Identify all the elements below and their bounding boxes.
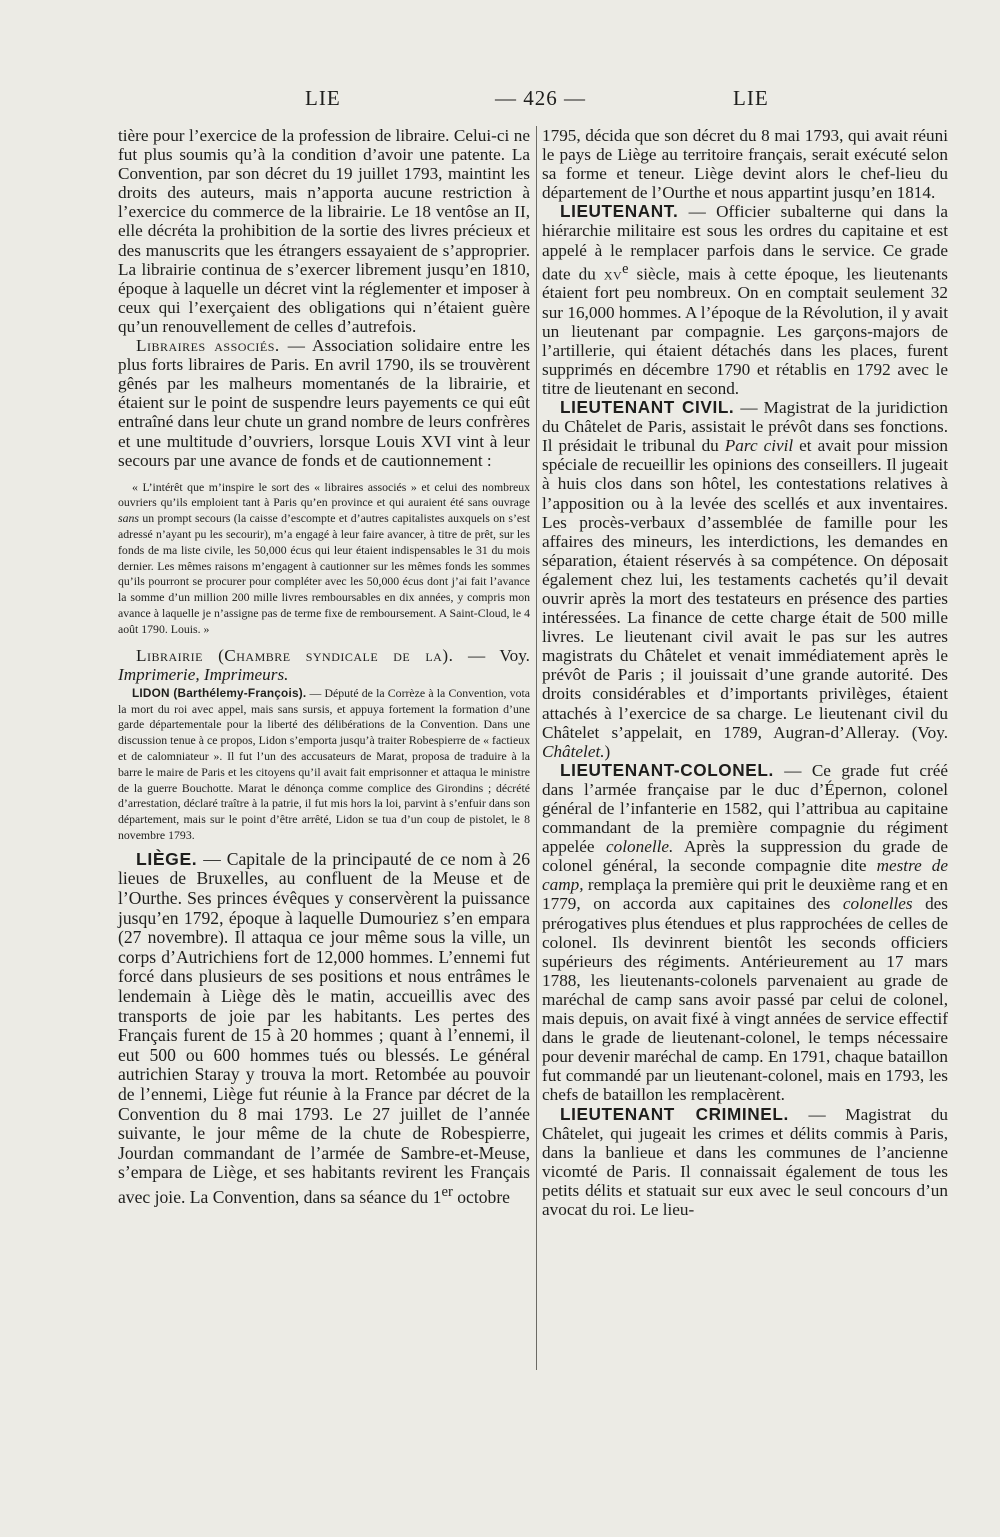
entry-term: LIÈGE. — [136, 848, 198, 869]
entry-liege — [118, 850, 530, 1208]
running-header — [0, 86, 1000, 116]
entry-lieutenant-civil — [542, 398, 948, 761]
entry-text-c: remplaça la première qui prit le deuxième rang et en 1779, on accorda aux capitaines des — [542, 875, 948, 914]
quote-text-a: « L’intérêt que m’inspire le sort des « libraires associés » et celui des nombreux ouvriers qu’ils emploient tant à Paris qu’en province et qui auraient été sans ouvrage — [118, 479, 530, 510]
superscript-e: e — [622, 260, 629, 277]
entry-term: Libraires associés. — [136, 336, 280, 356]
page-number: — 426 — — [495, 86, 586, 110]
entry-term: LIEUTENANT CIVIL. — [560, 397, 735, 418]
entry-lieutenant — [542, 202, 948, 398]
column-divider — [536, 126, 537, 1370]
entry-text: — Député de la Corrèze à la Convention, vota la mort du roi avec appel, mais sans sursis, et appuya fortement la formation d’une garde départementale pour la liberté des délibérations de la Convention. Dans une discussion tenue à ce propos, Lidon s’emporta jusqu’à traiter Robespierre de « factieux et de calomniateur ». Il fut l’un des accusateurs de Marat, proposa de traduire à la barre le maire de Paris et les citoyens qu’il avait fait emprisonner et attaqua le ministre de la guerre Bouchotte. Marat le dénonça comme complice des Girondins ; décrété d’arrestation, déclaré traître à la patrie, il fut mis hors la loi, parvint à s’enfuir dans son département, mais sur le point d’être arrêté, Lidon se tua d’un coup de pistolet, le 8 novembre 1793. — [118, 685, 530, 843]
entry-term: LIEUTENANT CRIMINEL. — [560, 1103, 789, 1124]
emphasis-parc-civil: Parc civil — [724, 436, 794, 456]
entry-lieutenant-criminel — [542, 1105, 948, 1220]
entry-text: — Magistrat du Châtelet, qui jugeait les crimes et délits commis à Paris, dans la banlieue et dans les communes de l’ancienne vicomté de Paris. Il connaissait également de tous les petits délits et statuait sur eux avec le seul concours d’un avocat du roi. Le lieu- — [542, 1104, 949, 1219]
right-column — [542, 126, 948, 1219]
entry-term: LIEUTENANT. — [560, 201, 679, 222]
entry-text: — Capitale de la principauté de ce nom à 26 lieues de Bruxelles, au confluent de la Meuse et de l’Ourthe. Ses princes évêques y conservèrent la puissance jusqu’en 1792, époque à laquelle Dumouriez s’en empara (27 novembre). Il attaqua ce jour même sous la ville, un corps d’Autrichiens fort de 12,000 hommes. L’ennemi fut forcé dans plusieurs de ses positions et nous entrâmes le lendemain à Liège dès le matin, accueillis avec des transports de joie par les habitants. Les pertes des Français furent de 15 à 20 hommes ; quant à l’ennemi, il eut 500 ou 600 hommes tués ou blessés. Le général autrichien Staray y trouva la mort. Retombée au pouvoir de l’ennemi, Liège fut réunie à la France par décret de la Convention du 8 mai 1793. Le 27 juillet de l’année suivante, le jour même de la chute de Robespierre, Jourdan commandant de l’armée de Sambre-et-Meuse, s’empara de Liège, et ses habitants revirent les Français avec joie. La Convention, dans sa séance du 1 — [118, 848, 530, 1207]
cross-reference: Imprimerie, Imprimeurs. — [118, 664, 289, 684]
header-right-word: LIE — [733, 86, 769, 110]
entry-text-b: Après la suppression du grade de colonel général, la seconde compagnie dite — [542, 837, 948, 876]
liege-continuation: 1795, décida que son décret du 8 mai 1793, qui avait réuni le pays de Liège au territoire français, serait exécuté selon sa forme et teneur. Liège devint alors le chef-lieu du département de l’Ourthe et nous appartint jusqu’en 1814. — [542, 126, 948, 203]
entry-term: LIEUTENANT-COLONEL. — [560, 759, 774, 780]
entry-chambre-syndicale — [118, 646, 530, 684]
entry-text-d: des prérogatives plus étendues et plus rapprochées de celles de colonel. Ils devinrent bientôt les seconds officiers supérieurs des régiments. Antérieurement au 17 mars 1788, les lieutenants-colonels parvenaient au grade de maréchal de camp sans avoir passé par celui de colonel, mais depuis, on avait fixé à vingt années de service effectif dans le grade de lieutenant-colonel, le temps nécessaire pour devenir maréchal de camp. En 1791, chaque bataillon fut commandé par un lieutenant-colonel, mais en 1793, les chefs de bataillon les remplacèrent. — [542, 894, 948, 1105]
royal-letter-quote — [118, 480, 530, 638]
entry-text-end: ) — [604, 741, 611, 761]
entry-text-b: siècle, mais à cette époque, les lieutenants étaient fort peu nombreux. On en comptait seulement 32 sur 16,000 hommes. A l’époque de la Révolution, il y avait un lieutenant par compagnie. Les garçons-majors de l’artillerie, qui étaient détachés dans les places, furent supprimés en décembre 1790 et rétablis en 1792 avec le titre de lieutenant en second. — [542, 264, 948, 398]
entry-text-end: octobre — [452, 1186, 510, 1207]
cross-reference: Châtelet. — [542, 741, 605, 761]
entry-term: Librairie (Chambre syndicale de la). — [136, 645, 454, 665]
emphasis-colonelles: colonelles — [842, 894, 913, 914]
entry-text: — Association solidaire entre les plus forts libraires de Paris. En avril 1790, ils se trouvèrent gênés par les malheurs momentanés de la librairie, et étaient sur le point de suspendre leurs payements ce qui eût entraîné dans leur chute un grand nombre de leurs confrères et une multitude d’ouvriers, lorsque Louis XVI vint à leur secours par une avance de fonds et de cautionnement : — [118, 336, 530, 470]
quote-text-b: un prompt secours (la caisse d’escompte et d’autres capitalistes auxquels on s’est adressé n’ayant pu les secourir), m’a engagé à leur faire avancer, à titre de prêt, sur les fonds de ma liste civile, les 50,000 écus qui leur étaient indispensables le 31 du mois dernier. Les mêmes raisons m’engagent à cautionner sur les mêmes fonds les sommes qu’ils pourront se procurer pour compléter avec les 50,000 écus dont j’ai fait l’avance la somme d’un million 200 mille livres remboursables en dix années, y compris mon avance à laquelle je n’assigne pas de terme fixe de remboursement. A Saint-Cloud, le 4 août 1790. Louis. » — [118, 511, 530, 636]
superscript-er: er — [441, 1183, 453, 1200]
header-left-word: LIE — [305, 86, 341, 110]
quote-emphasis: sans — [118, 511, 139, 526]
librairie-continuation: tière pour l’exercice de la profession de libraire. Celui-ci ne fut plus soumis qu’à la condition d’avoir une patente. La Convention, par son décret du 19 juillet 1793, maintint les droits des auteurs, mais n’apporta aucune restriction à l’exercice du commerce de la librairie. Le 18 ventôse an II, elle décréta la prohibition de la sortie des livres précieux et des manuscrits que les étrangers essayaient de s’approprier. La librairie continua de s’exercer librement jusqu’en 1810, époque à laquelle un décret vint la réglementer et imposer à ceux qui l’exerçaient des obligations qui n’étaient guère qu’un renouvellement de celles d’autrefois. — [118, 126, 530, 336]
century-numeral: xv — [603, 264, 623, 284]
entry-lidon — [118, 686, 530, 844]
entry-lieutenant-colonel — [542, 761, 948, 1105]
entry-libraires-associes — [118, 336, 530, 470]
entry-term: LIDON (Barthélemy-François). — [132, 685, 307, 700]
entry-text: — Officier subalterne qui dans la hiérarchie militaire est sous les ordres du capitaine et est appelé à le remplacer parfois dans le service. Ce grade date du — [542, 202, 948, 284]
emphasis-colonelle: colonelle. — [606, 837, 674, 857]
entry-text: — Voy. — [453, 645, 530, 665]
left-column — [118, 126, 530, 1207]
entry-text: — Ce grade fut créé dans l’armée française par le duc d’Épernon, colonel général de l’infanterie en 1582, qui l’attribua au capitaine commandant de la première compagnie du régiment appelée — [542, 760, 948, 857]
entry-text-b: et avait pour mission spéciale de recueillir les opinions des conseillers. Il jugeait à huis clos dans son hôtel, les contestations relatives à l’apposition ou à la levée des scellés et aux inventaires. Les procès-verbaux d’assemblée de famille pour les affaires des mineurs, les interdictions, les demandes en séparation, étaient réservés à sa compétence. On déposait également chez lui, les testaments cachetés qu’il devait ouvrir après la mort des testateurs en présence des parties intéressées. La finance de cette charge était de 500 mille livres. Le lieutenant civil avait le pas sur les autres magistrats du Châtelet et venait immédiatement après le prévôt de Paris ; il jouissait d’une grande autorité. Des droits considérables et d’importants privilèges, étaient attachés à l’exercice de sa charge. Le lieutenant civil du Châtelet s’appelait, en 1789, Augran-d’Alleray. (Voy. — [542, 436, 949, 742]
emphasis-mestre-de-camp: mestre de camp, — [542, 856, 948, 895]
entry-text: — Magistrat de la juridiction du Châtelet de Paris, assistait le prévôt dans ses fonctions. Il présidait le tribunal du — [542, 398, 948, 456]
